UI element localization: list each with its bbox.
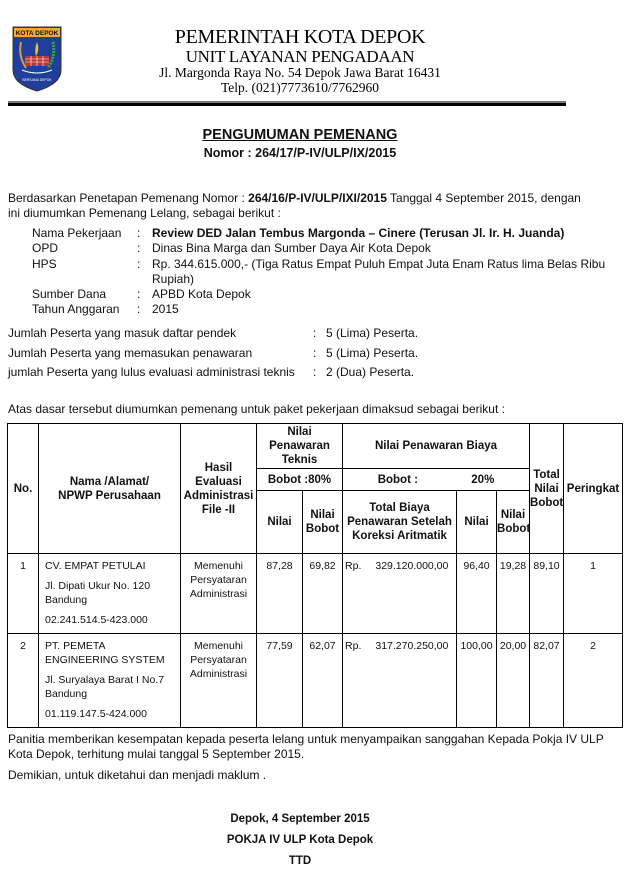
row-total-cost bbox=[343, 554, 457, 634]
kota-depok-emblem-icon bbox=[12, 26, 62, 92]
header-price-weighted: Nilai Bobot bbox=[497, 491, 530, 554]
signature-place-date: Depok, 4 September 2015 bbox=[230, 813, 370, 825]
company-name: PT. PEMETA ENGINEERING SYSTEM bbox=[45, 640, 165, 666]
row-tech-weighted: 62,07 bbox=[303, 634, 343, 728]
row-total-weighted: 82,07 bbox=[530, 634, 564, 728]
row-admin-eval: Memenuhi Persyataran Administrasi bbox=[181, 554, 257, 634]
row-no: 1 bbox=[8, 554, 39, 634]
count-value: 2 (Dua) Peserta. bbox=[326, 365, 415, 379]
count-colon: : bbox=[313, 326, 317, 340]
header-tech-score: Nilai bbox=[257, 491, 303, 554]
count-label: Jumlah Peserta yang masuk daftar pendek bbox=[8, 326, 237, 340]
intro-line2: ini diumumkan Pemenang Lelang, sebagai berikut : bbox=[8, 206, 281, 220]
document-number: Nomor : 264/17/P-IV/ULP/IX/2015 bbox=[203, 146, 397, 160]
header-price-weight-label: Bobot : bbox=[377, 473, 418, 486]
cost-amount: 329.120.000,00 bbox=[375, 560, 449, 572]
company-name: CV. EMPAT PETULAI bbox=[45, 560, 146, 572]
detail-label: Tahun Anggaran bbox=[32, 302, 120, 316]
company-npwp: 01.119.147.5-424.000 bbox=[45, 708, 147, 720]
header-total-weighted: Total Nilai Bobot bbox=[530, 424, 564, 554]
header-price-weight-value: 20% bbox=[471, 473, 495, 486]
company-address: Jl. Suryalaya Barat I No.7 Bandung bbox=[45, 674, 165, 700]
letterhead-unit: UNIT LAYANAN PENGADAAN bbox=[185, 47, 415, 66]
detail-colon: : bbox=[137, 241, 141, 255]
row-price-score: 100,00 bbox=[457, 634, 497, 728]
header-price-weight bbox=[343, 469, 530, 491]
row-no: 2 bbox=[8, 634, 39, 728]
count-label: jumlah Peserta yang lulus evaluasi administrasi teknis bbox=[8, 365, 295, 379]
count-label: Jumlah Peserta yang memasukan penawaran bbox=[8, 346, 253, 360]
company-address: Jl. Dipati Ukur No. 120 Bandung bbox=[45, 580, 151, 606]
detail-label: Sumber Dana bbox=[32, 287, 107, 301]
detail-value-hps-cont: Rupiah) bbox=[152, 272, 195, 286]
closing-paragraph-line1: Panitia memberikan kesempatan kepada peserta lelang untuk menyampaikan sanggahan Kepada Pokja IV ULP bbox=[8, 732, 604, 746]
row-price-score: 96,40 bbox=[457, 554, 497, 634]
row-tech-score: 87,28 bbox=[257, 554, 303, 634]
count-value: 5 (Lima) Peserta. bbox=[326, 346, 419, 360]
intro-paragraph bbox=[8, 191, 581, 206]
row-admin-eval: Memenuhi Persyataran Administrasi bbox=[181, 634, 257, 728]
table-row bbox=[8, 554, 623, 634]
detail-colon: : bbox=[137, 226, 141, 240]
header-technical: Nilai Penawaran Teknis bbox=[257, 424, 343, 469]
detail-value-job-name: Review DED Jalan Tembus Margonda – Cinere (Terusan Jl. Ir. H. Juanda) bbox=[152, 226, 565, 240]
count-value: 5 (Lima) Peserta. bbox=[326, 326, 419, 340]
letterhead-phone: Telp. (021)7773610/7762960 bbox=[220, 80, 380, 95]
row-price-weighted: 19,28 bbox=[497, 554, 530, 634]
svg-text:BERSAMA DEPOK: BERSAMA DEPOK bbox=[22, 78, 52, 82]
count-colon: : bbox=[313, 346, 317, 360]
header-admin-eval: Hasil Evaluasi Administrasi File -II bbox=[181, 424, 257, 554]
svg-text:KOTA DEPOK: KOTA DEPOK bbox=[15, 30, 59, 37]
detail-label: HPS bbox=[32, 257, 57, 271]
detail-colon: : bbox=[137, 257, 141, 271]
currency-label: Rp. bbox=[345, 560, 362, 572]
row-company bbox=[39, 634, 181, 728]
closing-statement: Demikian, untuk diketahui dan menjadi maklum . bbox=[8, 768, 267, 782]
table-row bbox=[8, 634, 623, 728]
row-rank: 1 bbox=[564, 554, 623, 634]
table-intro: Atas dasar tersebut diumumkan pemenang untuk paket pekerjaan dimaksud sebagai berikut : bbox=[8, 402, 505, 416]
header-price: Nilai Penawaran Biaya bbox=[343, 424, 530, 469]
detail-value-fund-source: APBD Kota Depok bbox=[152, 287, 251, 301]
header-tech-weighted: Nilai Bobot bbox=[303, 491, 343, 554]
detail-colon: : bbox=[137, 302, 141, 316]
currency-label: Rp. bbox=[345, 640, 362, 652]
letterhead-government: PEMERINTAH KOTA DEPOK bbox=[174, 26, 426, 48]
intro-suffix: Tanggal 4 September 2015, dengan bbox=[386, 191, 581, 205]
detail-value-hps: Rp. 344.615.000,- (Tiga Ratus Empat Puluh Empat Juta Enam Ratus lima Belas Ribu bbox=[152, 257, 606, 271]
header-company: Nama /Alamat/ NPWP Perusahaan bbox=[39, 424, 181, 554]
intro-prefix: Berdasarkan Penetapan Pemenang Nomor : bbox=[8, 191, 249, 205]
detail-label: Nama Pekerjaan bbox=[32, 226, 122, 240]
detail-colon: : bbox=[137, 287, 141, 301]
header-total-cost: Total Biaya Penawaran Setelah Koreksi Aritmatik bbox=[343, 491, 457, 554]
winner-table bbox=[7, 423, 623, 728]
detail-value-budget-year: 2015 bbox=[152, 302, 179, 316]
closing-paragraph-line2: Kota Depok, terhitung mulai tanggal 5 September 2015. bbox=[8, 747, 305, 761]
count-colon: : bbox=[313, 365, 317, 379]
company-npwp: 02.241.514.5-423.000 bbox=[45, 614, 148, 626]
signature-unit: POKJA IV ULP Kota Depok bbox=[226, 834, 374, 846]
cost-amount: 317.270.250,00 bbox=[375, 640, 449, 652]
header-technical-weight: Bobot :80% bbox=[257, 469, 343, 491]
header-no: No. bbox=[8, 424, 39, 554]
letterhead-divider-thick bbox=[8, 103, 566, 106]
row-total-cost bbox=[343, 634, 457, 728]
row-tech-weighted: 69,82 bbox=[303, 554, 343, 634]
row-company bbox=[39, 554, 181, 634]
intro-ref-number: 264/16/P-IV/ULP/IXI/2015 bbox=[248, 191, 387, 205]
document-title: PENGUMUMAN PEMENANG bbox=[202, 127, 398, 143]
detail-value-opd: Dinas Bina Marga dan Sumber Daya Air Kota Depok bbox=[152, 241, 431, 255]
header-price-score: Nilai bbox=[457, 491, 497, 554]
row-total-weighted: 89,10 bbox=[530, 554, 564, 634]
header-rank: Peringkat bbox=[564, 424, 623, 554]
detail-label: OPD bbox=[32, 241, 59, 255]
signature-ttd: TTD bbox=[288, 855, 312, 867]
row-price-weighted: 20,00 bbox=[497, 634, 530, 728]
row-rank: 2 bbox=[564, 634, 623, 728]
row-tech-score: 77,59 bbox=[257, 634, 303, 728]
letterhead-address: Jl. Margonda Raya No. 54 Depok Jawa Barat 16431 bbox=[159, 65, 441, 80]
